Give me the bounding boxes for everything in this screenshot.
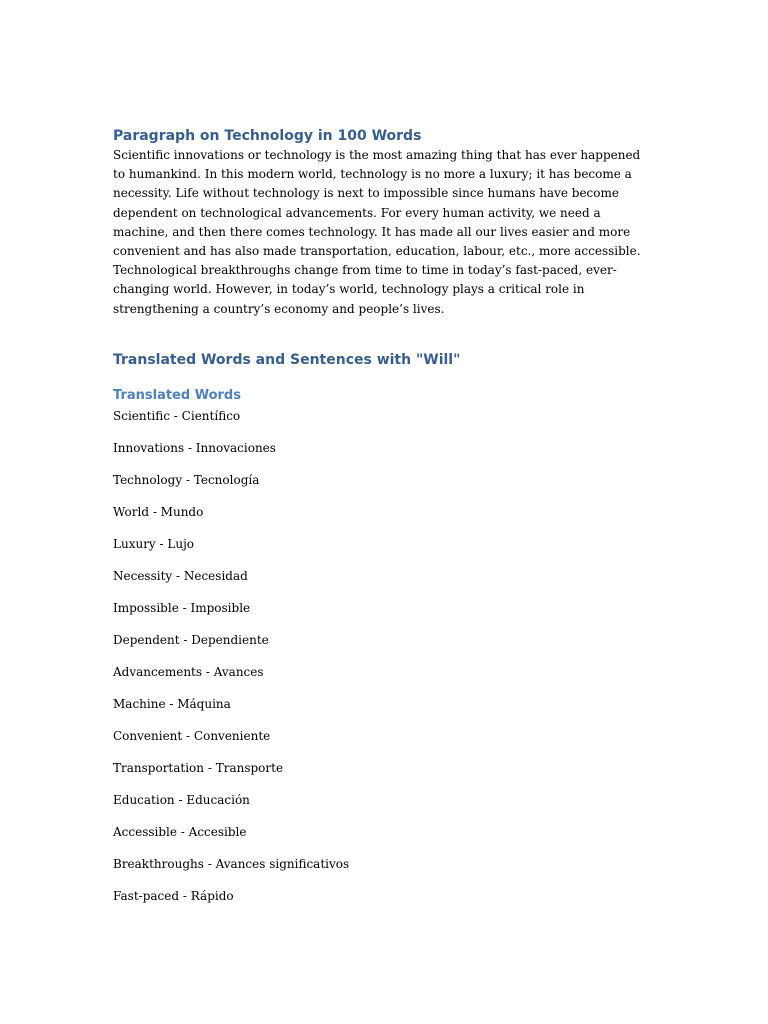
paragraph-heading: Paragraph on Technology in 100 Words [113, 128, 422, 144]
word-pair: Convenient - Conveniente [113, 728, 271, 743]
paragraph-text: Scientific innovations or technology is the most amazing thing that has ever happened to humankind. In this modern world, technology is no more a luxury; it has become a necessity. Life without technology is next to impossible since humans have become dependent on technological advancements. For every human activity, we need a machine, and then there comes technology. It has made all our lives easier and more convenient and has also made transportation, education, labour, etc., more accessible. Technological breakthroughs change from time to time in today’s fast-paced, ever-changing world. However, in today’s world, technology plays a critical role in strengthening a country’s economy and people’s lives. [113, 148, 641, 316]
document-page [113, 126, 653, 918]
word-pair: Necessity - Necesidad [113, 568, 248, 583]
word-pair: Breakthroughs - Avances significativos [113, 856, 350, 871]
translated-words-list [113, 406, 653, 918]
word-pair: Transportation - Transporte [113, 760, 284, 775]
word-pair: Education - Educación [113, 792, 250, 807]
word-pair: Machine - Máquina [113, 696, 231, 711]
spacer [113, 370, 653, 386]
word-pair: Fast-paced - Rápido [113, 888, 234, 903]
word-pair: Impossible - Imposible [113, 600, 251, 615]
word-pair: Innovations - Innovaciones [113, 440, 276, 455]
word-pair: Advancements - Avances [113, 664, 264, 679]
word-pair: Luxury - Lujo [113, 536, 195, 551]
spacer [113, 319, 653, 350]
word-pair: Dependent - Dependiente [113, 632, 269, 647]
word-pair: Accessible - Accesible [113, 824, 247, 839]
translated-heading: Translated Words and Sentences with "Will" [113, 351, 461, 368]
translated-words-heading: Translated Words [113, 387, 241, 403]
word-pair: Scientific - Científico [113, 408, 241, 423]
word-pair: World - Mundo [113, 504, 204, 519]
word-pair: Technology - Tecnología [113, 472, 260, 487]
